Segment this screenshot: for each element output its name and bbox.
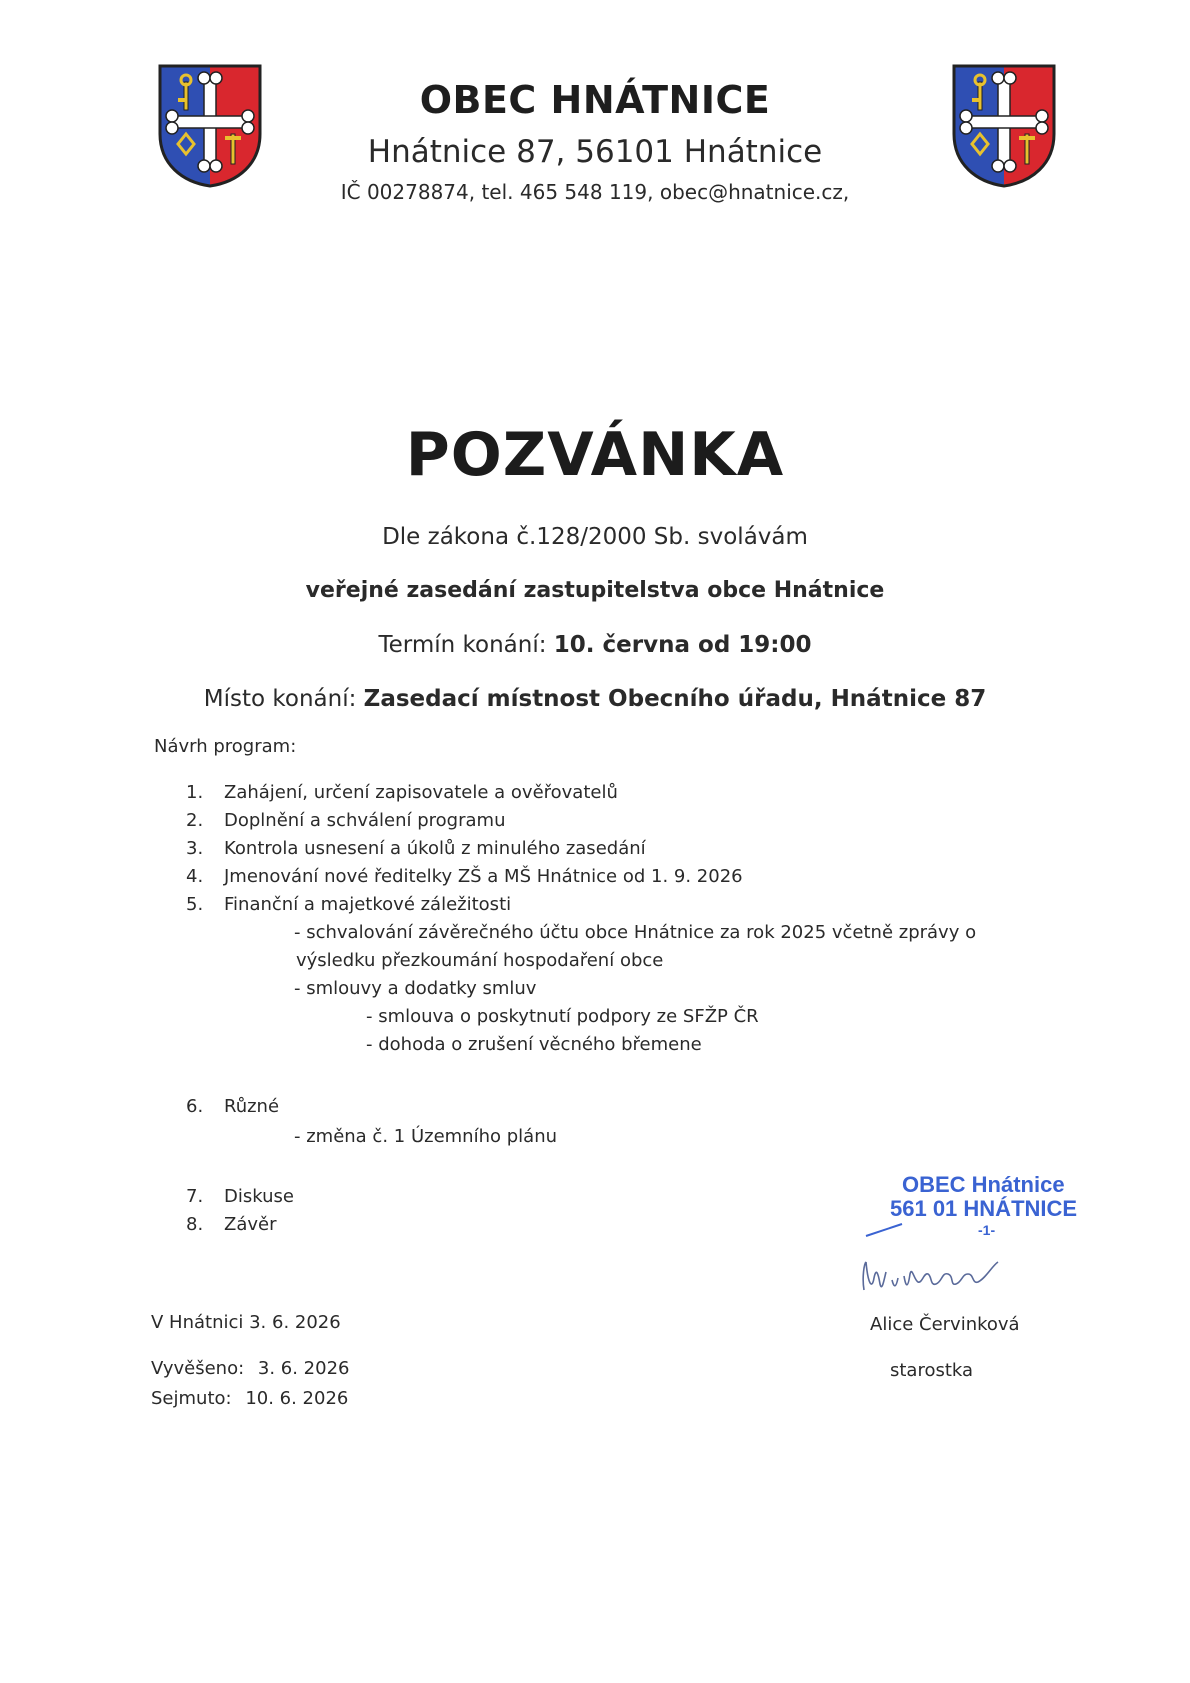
program-item: 7. Diskuse [186,1186,294,1207]
meeting-date [0,632,1190,658]
document-title: POZVÁNKA [405,420,785,490]
posted-date-row [151,1358,350,1379]
program-subitem: - smlouva o poskytnutí podpory ze SFŽP ČR [366,1006,759,1027]
municipality-name: OBEC HNÁTNICE [419,78,771,122]
intro-line: Dle zákona č.128/2000 Sb. svolávám [382,524,808,550]
removed-date-row [151,1388,348,1409]
program-item: 3. Kontrola usnesení a úkolů z minulého zasedání [186,838,646,859]
date-value: 10. června od 19:00 [553,632,812,658]
program-item: 4. Jmenování nové ředitelky ZŠ a MŠ Hnátnice od 1. 9. 2026 [186,866,743,887]
removed-label: Sejmuto: [151,1388,232,1409]
program-heading: Návrh program: [154,736,297,757]
stamp-line-2: 561 01 HNÁTNICE [890,1196,1078,1221]
posted-label: Vyvěšeno: [151,1358,245,1379]
program-item: 8. Závěr [186,1214,277,1235]
program-subitem: - dohoda o zrušení věcného břemene [366,1034,702,1055]
program-subitem: - změna č. 1 Územního plánu [294,1126,558,1147]
program-item: 6. Různé [186,1096,280,1117]
stamp-line-1: OBEC Hnátnice [902,1172,1065,1197]
program-item: 2. Doplnění a schválení programu [186,810,506,831]
place-value: Zasedací místnost Obecního úřadu, Hnátnice 87 [363,686,987,712]
program-item: 1. Zahájení, určení zapisovatele a ověřovatelů [186,782,618,803]
place-and-date: V Hnátnici 3. 6. 2026 [151,1312,341,1333]
signer-role: starostka [890,1360,974,1381]
program-subitem: výsledku přezkoumání hospodaření obce [296,950,664,971]
date-label: Termín konání: [378,632,547,658]
meeting-place [0,686,1190,712]
meeting-subject: veřejné zasedání zastupitelstva obce Hnátnice [305,578,885,603]
signature-icon [858,1244,1018,1304]
municipality-address: Hnátnice 87, 56101 Hnátnice [367,134,823,170]
place-label: Místo konání: [203,686,357,712]
program-subitem: - smlouvy a dodatky smluv [294,978,537,999]
removed-date: 10. 6. 2026 [245,1388,349,1409]
program-subitem: - schvalování závěrečného účtu obce Hnátnice za rok 2025 včetně zprávy o [294,922,977,943]
posted-date: 3. 6. 2026 [257,1358,350,1379]
signer-name: Alice Červinková [870,1314,1020,1335]
program-item: 5. Finanční a majetkové záležitosti [186,894,512,915]
municipality-contact: IČ 00278874, tel. 465 548 119, obec@hnatnice.cz, [340,180,850,204]
stamp-line-3: -1- [978,1222,996,1238]
stamp-stroke [864,1220,904,1240]
